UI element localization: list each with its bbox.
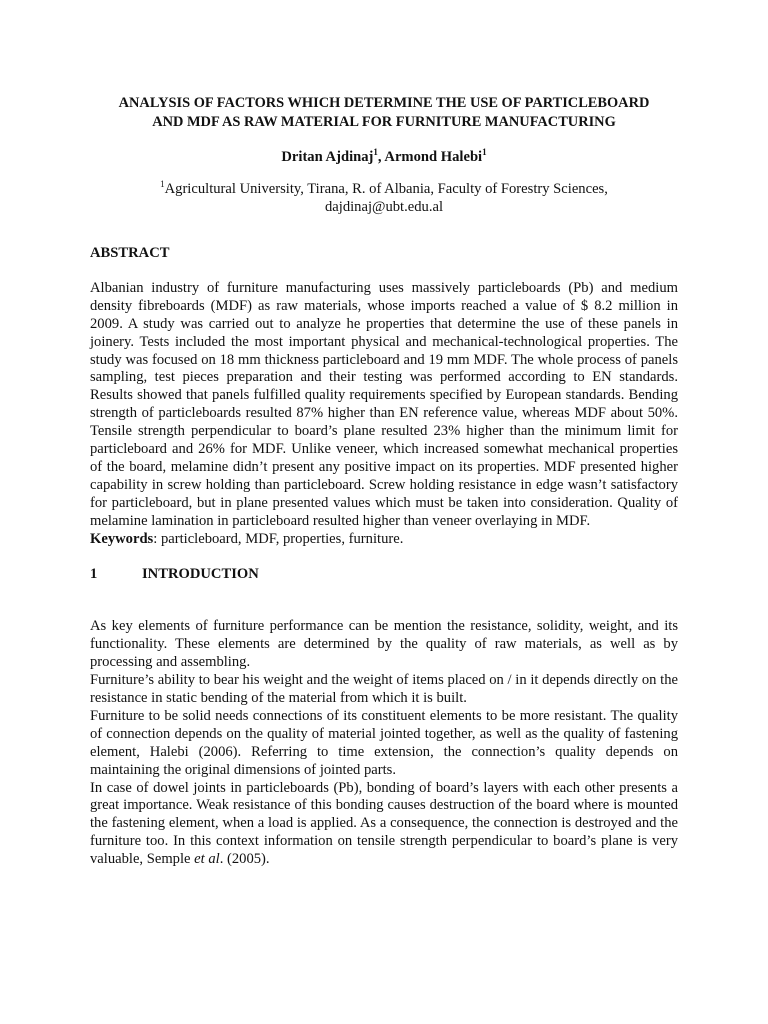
keywords-label: Keywords <box>90 530 154 547</box>
keywords-list: : particleboard, MDF, properties, furniture. <box>153 530 404 547</box>
affiliation-line <box>90 180 678 198</box>
affiliation-mark: 1 <box>160 179 165 189</box>
author-list <box>90 148 678 166</box>
author-email: dajdinaj@ubt.edu.al <box>325 199 443 215</box>
affiliation-block <box>90 180 678 216</box>
affiliation-text: Agricultural University, Tirana, R. of Albania, Faculty of Forestry Sciences, <box>164 181 608 197</box>
paper-page <box>90 94 678 869</box>
section-number: 1 <box>90 565 98 582</box>
title-line-2: AND MDF AS RAW MATERIAL FOR FURNITURE MANUFACTURING <box>152 114 616 130</box>
abstract-body: Albanian industry of furniture manufacturing uses massively particleboards (Pb) and medium density fibreboards (MDF) as raw materials, whose imports reached a value of $ 8.2 million in 2009. A study was carried out to analyze he properties that determine the use of these panels in joinery. Tests included the most important physical and mechanical-technological properties. The study was focused on 18 mm thickness particleboard and 19 mm MDF. The whole process of panels sampling, test pieces preparation and their testing was performed according to EN standards. Results showed that panels fulfilled quality requirements specified by European standards. Bending strength of particleboards resulted 87% higher than EN reference value, whereas MDF about 50%. Tensile strength perpendicular to board’s plane resulted 23% higher than the minimum limit for particleboard and 26% for MDF. Unlike veneer, which increased somewhat mechanical properties of the board, melamine didn’t present any positive impact on its properties. MDF presented higher capability in screw holding than particleboard. Screw holding resistance in edge wasn’t satisfactory for particleboard, but in plane presented values which must be taken into consideration. Quality of melamine lamination in particleboard resulted higher than veneer overlaying in MDF. <box>90 279 678 529</box>
intro-paragraph: Furniture to be solid needs connections of its constituent elements to be more resistant. The quality of connection depends on the quality of material jointed together, as well as the quality of fastening element, Halebi (2006). Referring to time extension, the connection’s quality depends on maintaining the original dimensions of jointed parts. <box>90 707 678 778</box>
keywords-line <box>90 531 678 549</box>
section-heading-introduction <box>90 566 678 584</box>
author-separator: , <box>377 149 385 165</box>
section-title: INTRODUCTION <box>142 565 259 582</box>
author-affiliation-mark: 1 <box>373 147 378 157</box>
title-line-1: ANALYSIS OF FACTORS WHICH DETERMINE THE USE OF PARTICLEBOARD <box>118 95 650 111</box>
author-name: Armond Halebi <box>384 149 483 165</box>
intro-paragraph: As key elements of furniture performance can be mention the resistance, solidity, weight, and its functionality. These elements are determined by the quality of raw materials, as well as by processing and assembling. <box>90 618 678 671</box>
intro-paragraph <box>90 780 678 870</box>
intro-paragraph-text: In case of dowel joints in particleboards (Pb), bonding of board’s layers with each other presents a great importance. Weak resistance of this bonding causes destruction of the board where is mounted the fastening element, when a load is applied. As a consequence, the connection is destroyed and the furniture too. In this context information on tensile strength perpendicular to board’s plane is very valuable, Semple <box>90 779 678 868</box>
citation-et-al: et al <box>194 851 220 868</box>
author-affiliation-mark: 1 <box>482 147 487 157</box>
abstract-heading: ABSTRACT <box>90 245 170 261</box>
author-name: Dritan Ajdinaj <box>281 149 374 165</box>
introduction-body <box>90 618 678 869</box>
intro-paragraph: Furniture’s ability to bear his weight and the weight of items placed on / in it depends directly on the resistance in static bending of the material from which it is built. <box>90 672 678 707</box>
citation-year: . (2005). <box>219 851 270 868</box>
paper-title <box>90 94 678 132</box>
